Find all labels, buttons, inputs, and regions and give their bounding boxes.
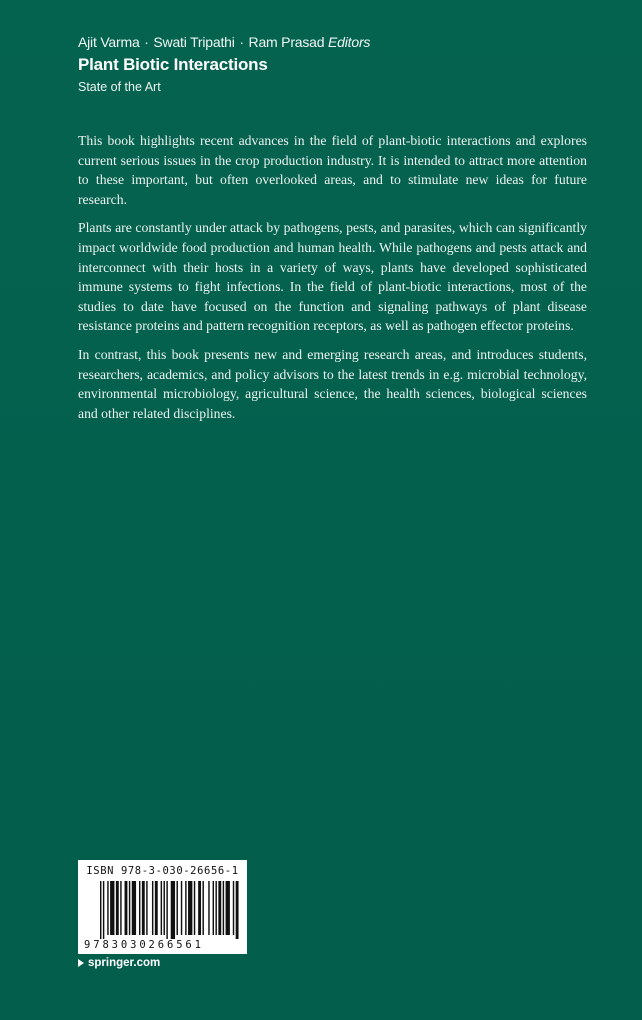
barcode-bar — [215, 881, 216, 935]
barcode-bar — [116, 881, 119, 935]
triangle-right-icon — [78, 959, 84, 967]
barcode-bar — [194, 881, 195, 935]
barcode-bar — [164, 881, 165, 935]
ean-digits: 9783030266561 — [84, 939, 204, 951]
barcode-bar — [198, 881, 201, 935]
barcode-bar — [236, 881, 239, 939]
barcode-bar — [161, 881, 162, 935]
barcode-bar — [208, 881, 209, 935]
barcode-bar — [223, 881, 224, 935]
description-paragraph: In contrast, this book presents new and emerging research areas, and introduces students, researchers, academics, and policy advisors to the latest trends in e.g. microbial technology, environmental microbiology, agricultural science, the health sciences, biological sciences and other related disciplines. — [78, 346, 587, 421]
editor-name: Swati Tripathi — [153, 34, 235, 50]
editor-separator: · — [239, 34, 244, 50]
barcode-bar — [103, 881, 104, 939]
book-title: Plant Biotic Interactions — [78, 55, 268, 74]
barcode-bar — [110, 881, 114, 935]
barcode-bar — [181, 881, 182, 935]
barcode-bar — [233, 881, 234, 935]
barcode-bars — [100, 881, 240, 939]
publisher-link[interactable] — [78, 957, 160, 969]
description-paragraph: Plants are constantly under attack by pathogens, pests, and parasites, which can significantly impact worldwide food production and human health. While pathogens and pests attack and interconnect with their hosts in a variety of ways, plants have developed sophisticated immune systems to fight infections. In the field of plant-biotic interactions, most of the studies to date have focused on the function and signaling pathways of plant disease resistance proteins and pattern recognition receptors, as well as pathogen effector proteins. — [78, 220, 587, 334]
isbn-label: ISBN 978-3-030-26656-1 — [86, 865, 239, 877]
editor-name: Ram Prasad — [248, 34, 325, 50]
barcode-bar — [139, 881, 140, 935]
editor-separator: · — [144, 34, 149, 50]
barcode-bar — [129, 881, 130, 935]
barcode-bar — [125, 881, 128, 935]
barcode-bar — [226, 881, 230, 935]
isbn-barcode — [78, 860, 247, 954]
barcode-bar — [176, 881, 177, 935]
description-paragraph: This book highlights recent advances in the field of plant-biotic interactions and explores current serious issues in the crop production industry. It is intended to attract more attention to these important, but often overlooked areas, and to stimulate new ideas for future research. — [78, 133, 587, 207]
barcode-bar — [146, 881, 147, 935]
barcode-bar — [155, 881, 158, 935]
barcode-bar — [107, 881, 108, 935]
editors-line — [78, 34, 370, 50]
editors-role: Editors — [328, 34, 371, 50]
barcode-bar — [120, 881, 121, 935]
book-subtitle: State of the Art — [78, 80, 161, 94]
barcode-bar — [218, 881, 221, 935]
barcode-bar — [132, 881, 136, 935]
barcode-bar — [171, 881, 175, 939]
barcode-bar — [142, 881, 145, 935]
book-description — [78, 131, 587, 432]
editor-name: Ajit Varma — [78, 34, 140, 50]
barcode-bar — [166, 881, 167, 939]
publisher-url: springer.com — [88, 957, 161, 969]
barcode-bar — [100, 881, 101, 939]
barcode-bar — [213, 881, 214, 935]
barcode-bar — [188, 881, 192, 935]
barcode-bar — [185, 881, 186, 935]
barcode-bar — [202, 881, 203, 935]
barcode-bar — [152, 881, 153, 935]
